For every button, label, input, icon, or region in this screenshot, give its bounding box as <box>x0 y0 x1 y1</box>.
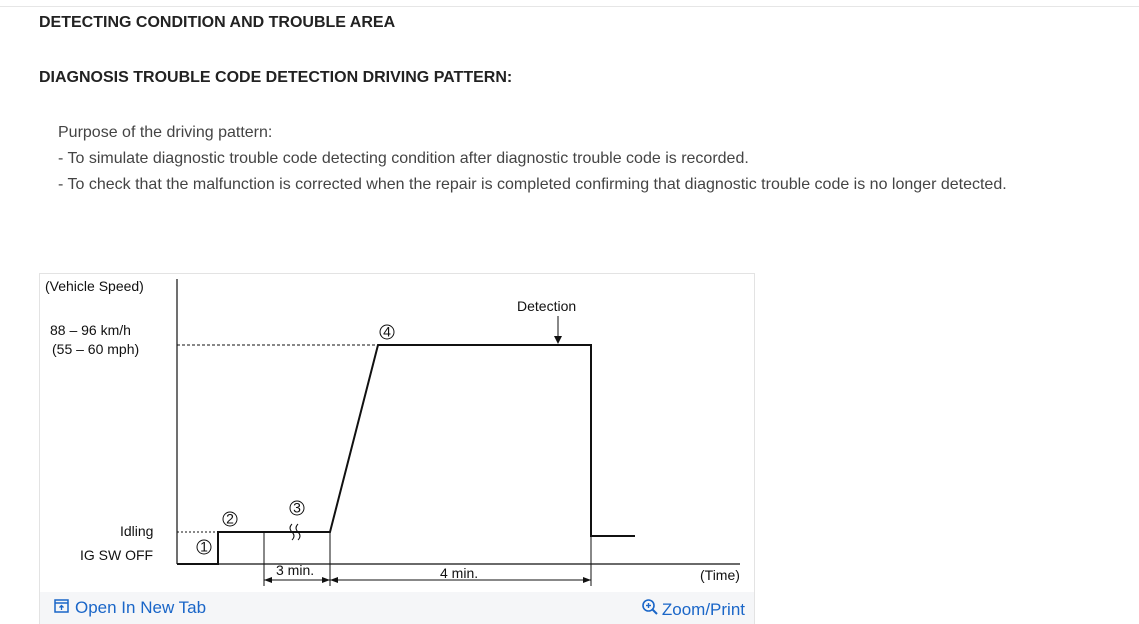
detection-label: Detection <box>517 298 577 314</box>
purpose-item-1: - To simulate diagnostic trouble code detecting condition after diagnostic trouble code is recorded. <box>58 150 749 167</box>
idling-label: Idling <box>120 523 154 539</box>
open-new-tab-icon <box>54 598 69 618</box>
subsection-title: DIAGNOSIS TROUBLE CODE DETECTION DRIVING PATTERN: <box>39 69 513 86</box>
top-divider <box>0 6 1139 7</box>
duration-4min-label: 4 min. <box>440 565 479 581</box>
figure-footer <box>40 592 754 624</box>
driving-pattern-diagram <box>40 274 756 594</box>
step-1-label: 1 <box>200 538 208 555</box>
duration-3min-label: 3 min. <box>276 562 315 578</box>
driving-pattern-figure <box>39 273 755 624</box>
zoom-in-icon <box>641 598 659 621</box>
purpose-item-2: - To check that the malfunction is corrected when the repair is completed confirming that diagnostic trouble code is no longer detected. <box>58 176 1007 193</box>
speed-kmh-label: 88 – 96 km/h <box>50 322 131 338</box>
detection-arrowhead <box>554 336 562 344</box>
speed-mph-label: (55 – 60 mph) <box>52 341 140 357</box>
arrow-3min-left <box>264 577 272 583</box>
arrow-3min-right <box>322 577 330 583</box>
arrow-4min-right <box>583 577 591 583</box>
ig-sw-off-label: IG SW OFF <box>80 547 154 563</box>
zoom-print-link[interactable] <box>641 598 745 621</box>
arrow-4min-left <box>330 577 338 583</box>
step-4-label: 4 <box>383 323 391 340</box>
purpose-heading: Purpose of the driving pattern: <box>58 124 273 141</box>
purpose-paragraph <box>39 120 1119 198</box>
open-in-new-tab-label: Open In New Tab <box>75 598 207 617</box>
step-2-label: 2 <box>226 510 234 527</box>
y-axis-label: (Vehicle Speed) <box>45 278 144 294</box>
open-in-new-tab-link[interactable] <box>54 598 206 618</box>
speed-profile-line <box>177 345 635 564</box>
section-title: DETECTING CONDITION AND TROUBLE AREA <box>39 14 396 31</box>
zoom-print-label: Zoom/Print <box>661 599 745 619</box>
step-3-label: 3 <box>293 499 301 516</box>
x-axis-label: (Time) <box>700 567 740 583</box>
